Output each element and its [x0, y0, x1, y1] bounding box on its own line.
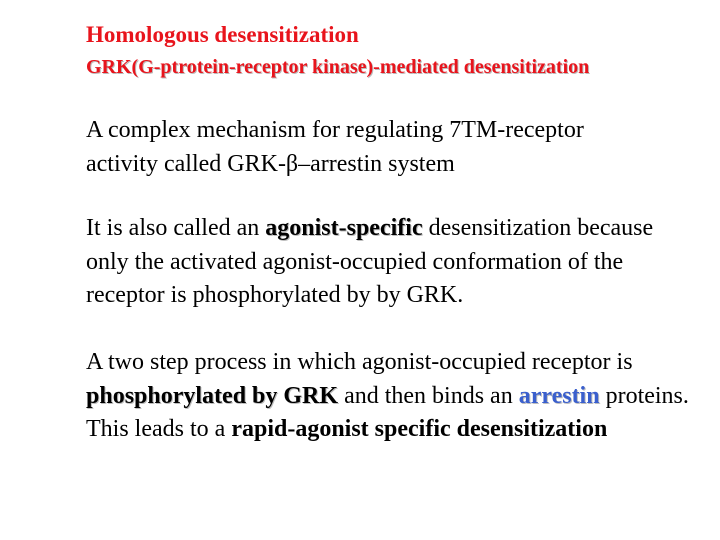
rapid-agonist-specific-term: rapid-agonist specific desensitization	[231, 416, 608, 442]
paragraph-grk-arrestin-system	[86, 114, 696, 181]
paragraph-2-post: desensitization because only the activated agonist-occupied conformation of the receptor is phosphorylated by by GRK.	[86, 215, 654, 308]
slide-title: Homologous desensitization	[86, 22, 359, 47]
paragraph-agonist-specific	[86, 212, 696, 313]
paragraph-3-pre: A two step process in which agonist-occupied receptor is	[86, 349, 633, 375]
paragraph-2-pre: It is also called an	[86, 215, 266, 241]
phosphorylated-by-grk-term: phosphorylated by GRK	[86, 382, 339, 409]
agonist-specific-term: agonist-specific	[265, 215, 423, 241]
paragraph-two-step-process	[86, 346, 696, 447]
paragraph-1-line-1: A complex mechanism for regulating 7TM-receptor	[86, 117, 584, 143]
paragraph-1-line-2: activity called GRK-β–arrestin system	[86, 150, 455, 177]
arrestin-term: arrestin	[518, 382, 600, 409]
paragraph-3-mid-2: proteins. This leads to a	[86, 382, 689, 442]
slide-subtitle: GRK(G-ptrotein-receptor kinase)-mediated desensitization	[86, 56, 590, 78]
paragraph-3-mid-1: and then binds an	[338, 382, 519, 409]
